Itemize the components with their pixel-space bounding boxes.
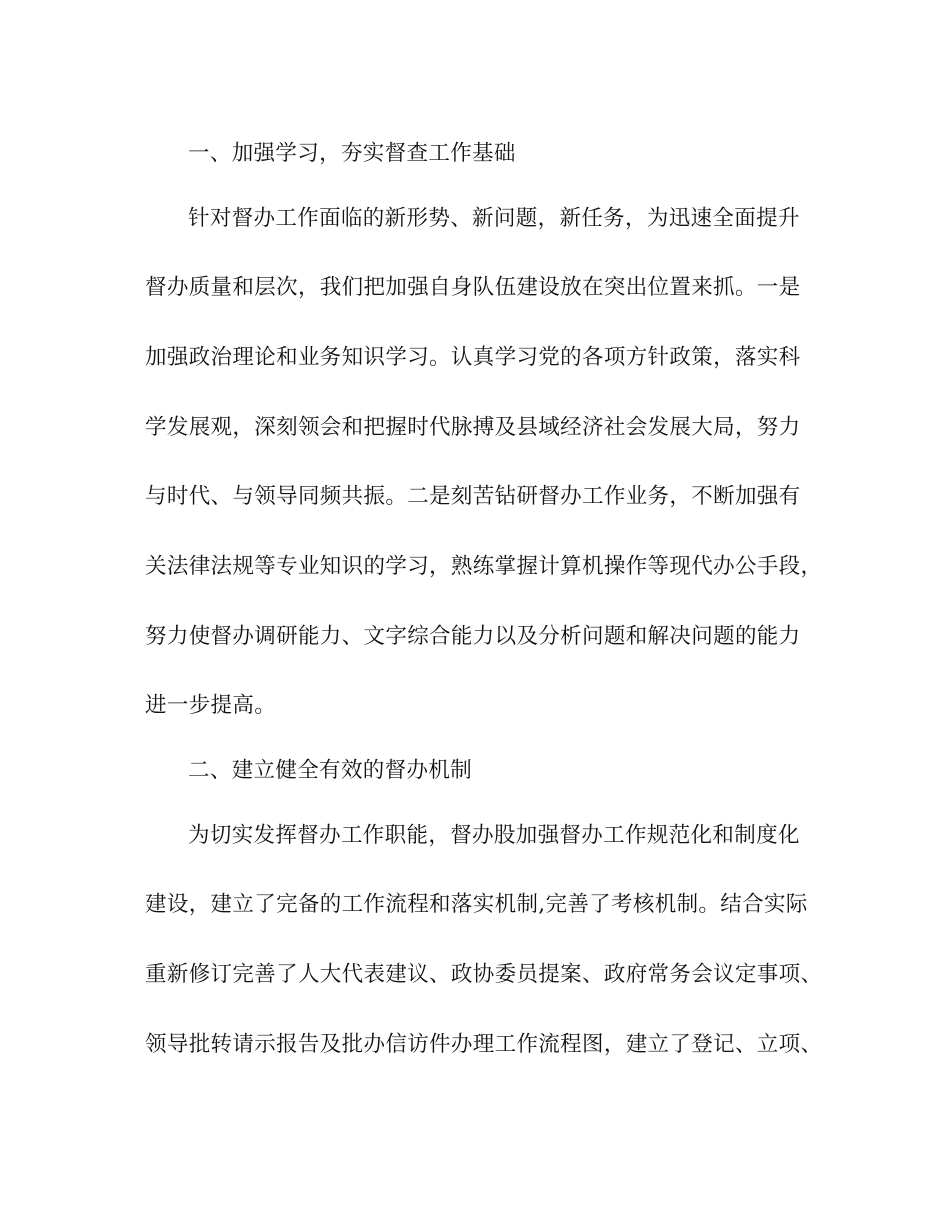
paragraph-line: 为切实发挥督办工作职能，督办股加强督办工作规范化和制度化 <box>188 823 800 848</box>
paragraph-line: 督办质量和层次，我们把加强自身队伍建设放在突出位置来抓。一是 <box>145 275 801 300</box>
paragraph-line: 加强政治理论和业务知识学习。认真学习党的各项方针政策，落实科 <box>145 345 801 370</box>
section-heading-1: 一、加强学习，夯实督查工作基础 <box>188 141 516 166</box>
paragraph-line: 建设，建立了完备的工作流程和落实机制,完善了考核机制。结合实际 <box>145 892 808 917</box>
paragraph-line: 领导批转请示报告及批办信访件办理工作流程图，建立了登记、立项、 <box>145 1032 823 1057</box>
paragraph-line: 针对督办工作面临的新形势、新问题，新任务，为迅速全面提升 <box>188 206 800 231</box>
paragraph-line: 学发展观，深刻领会和把握时代脉搏及县域经济社会发展大局，努力 <box>145 415 801 440</box>
paragraph-line: 努力使督办调研能力、文字综合能力以及分析问题和解决问题的能力 <box>145 624 801 649</box>
paragraph-line: 重新修订完善了人大代表建议、政协委员提案、政府常务会议定事项、 <box>145 962 823 987</box>
section-heading-2: 二、建立健全有效的督办机制 <box>188 758 473 783</box>
paragraph-line: 与时代、与领导同频共振。二是刻苦钻研督办工作业务，不断加强有 <box>145 484 801 509</box>
paragraph-line: 进一步提高。 <box>145 693 277 718</box>
paragraph-line: 关法律法规等专业知识的学习，熟练掌握计算机操作等现代办公手段， <box>145 554 823 579</box>
